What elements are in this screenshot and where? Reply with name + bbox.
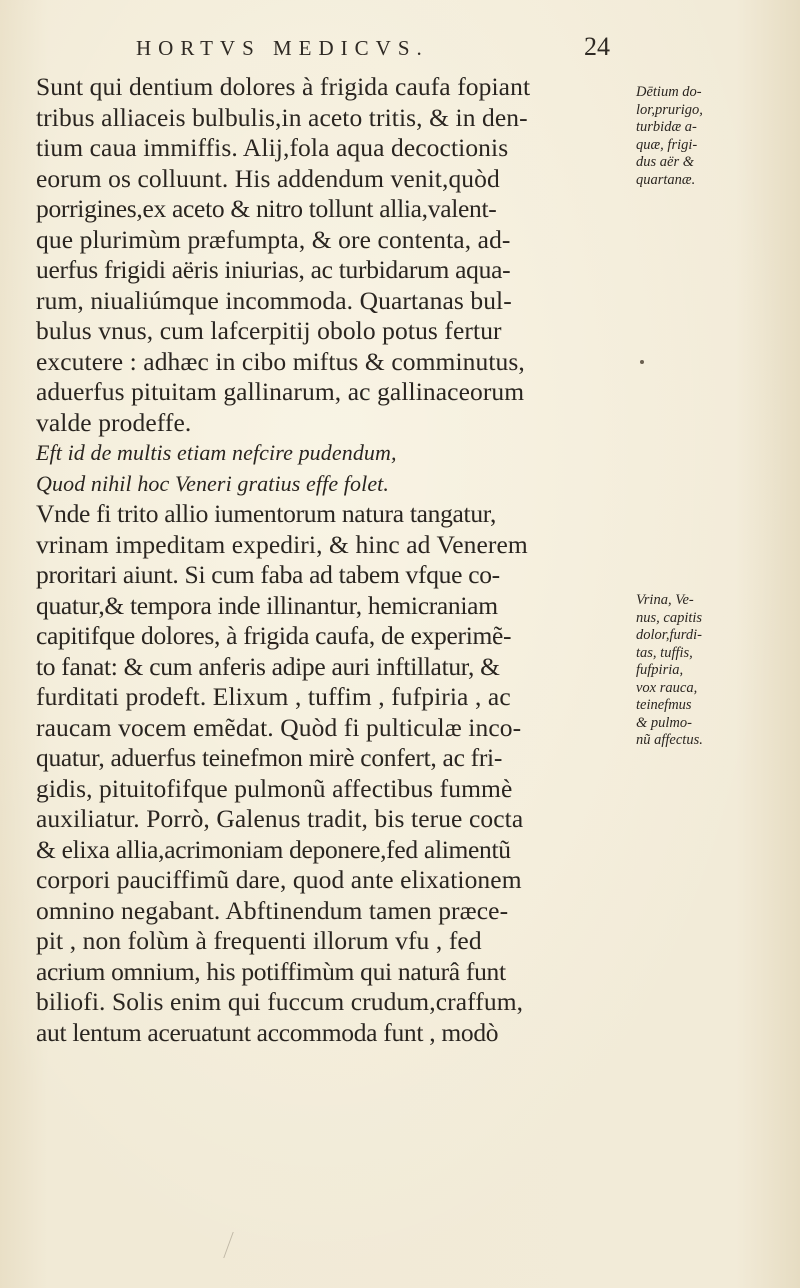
text-line: capitifque dolores, à frigida caufa, de experimẽ- (36, 621, 512, 650)
marginal-note-1 (636, 84, 796, 189)
text-line: Sunt qui dentium dolores à frigida caufa fopiant (36, 72, 531, 101)
text-line: valde prodeffe. (36, 407, 192, 437)
text-line: proritari aiunt. Si cum faba ad tabem vfque co- (36, 560, 500, 589)
text-line: to fanat: & cum anferis adipe auri inftillatur, & (36, 651, 500, 681)
main-text-block (36, 72, 626, 1048)
text-line: vrinam impeditam expediri, & hinc ad Venerem (36, 529, 528, 559)
marginal-note-line: dus aër & (636, 154, 694, 170)
text-line: & elixa allia,acrimoniam deponere,fed alimentũ (36, 834, 511, 864)
text-line: quatur, aduerfus teinefmon mirè confert, ac fri- (36, 743, 503, 772)
marginal-note-line: Dētium do- (636, 84, 702, 100)
page-number: 24 (584, 32, 610, 61)
text-line: que plurimùm præfumpta, & ore contenta, ad- (36, 224, 511, 254)
text-line: tribus alliaceis bulbulis,in aceto tritis, & in den- (36, 102, 528, 132)
text-line: omnino negabant. Abftinendum tamen præce- (36, 895, 509, 925)
text-line: acrium omnium, his potiffimùm qui naturâ funt (36, 956, 506, 986)
margin-dot-mark (640, 360, 644, 364)
text-line: auxiliatur. Porrò, Galenus tradit, bis terue cocta (36, 804, 524, 833)
text-line: biliofi. Solis enim qui fuccum crudum,craffum, (36, 987, 524, 1016)
marginal-note-line: turbidæ a- (636, 119, 697, 135)
stray-pen-mark (223, 1232, 245, 1258)
text-line: raucam vocem emẽdat. Quòd fi pulticulæ inco- (36, 712, 522, 742)
text-line: furditati prodeft. Elixum , tuffim , fufpiria , ac (36, 682, 511, 711)
marginal-note-line: & pulmo- (636, 714, 692, 731)
marginal-note-line: nũ affectus. (636, 732, 703, 748)
running-head: HORTVS MEDICVS. (136, 36, 429, 60)
text-line: rum, niualiúmque incommoda. Quartanas bul- (36, 285, 512, 315)
marginal-note-line: lor,prurigo, (636, 101, 703, 118)
marginal-note-line: fufpiria, (636, 662, 684, 678)
page-header (136, 30, 616, 66)
text-line: porrigines,ex aceto & nitro tollunt allia,valent- (36, 194, 497, 223)
text-line: tium caua immiffis. Alij,fola aqua decoctionis (36, 133, 509, 162)
verse-line: Quod nihil hoc Veneri gratius effe folet. (36, 470, 389, 496)
marginal-note-line: quæ, frigi- (636, 136, 698, 153)
text-line: corpori pauciffimũ dare, quod ante elixationem (36, 865, 522, 894)
marginal-note-line: tas, tuffis, (636, 644, 693, 661)
text-line: bulus vnus, cum lafcerpitij obolo potus fertur (36, 316, 502, 345)
verse-line: Eft id de multis etiam nefcire pudendum, (36, 440, 397, 465)
text-line: uerfus frigidi aëris iniurias, ac turbidarum aqua- (36, 255, 511, 284)
text-line: gidis, pituitofifque pulmonũ affectibus fummè (36, 773, 513, 803)
text-line: excutere : adhæc in cibo miftus & comminutus, (36, 346, 525, 376)
marginal-note-line: Vrina, Ve- (636, 592, 694, 608)
marginal-note-line: teinefmus (636, 697, 692, 713)
text-line: pit , non folùm à frequenti illorum vfu , fed (36, 926, 482, 955)
text-line: quatur,& tempora inde illinantur, hemicraniam (36, 590, 498, 620)
text-line: aut lentum aceruatunt accommoda funt , modò (36, 1017, 499, 1047)
marginal-note-2 (636, 592, 796, 750)
text-line: eorum os colluunt. His addendum venit,quòd (36, 163, 500, 193)
text-line: aduerfus pituitam gallinarum, ac gallinaceorum (36, 377, 525, 406)
marginal-note-line: vox rauca, (636, 679, 698, 696)
marginal-note-line: nus, capitis (636, 609, 703, 626)
marginal-note-line: dolor,furdi- (636, 627, 702, 643)
text-line: Vnde fi trito allio iumentorum natura tangatur, (36, 499, 497, 528)
marginal-note-line: quartanæ. (636, 171, 696, 188)
